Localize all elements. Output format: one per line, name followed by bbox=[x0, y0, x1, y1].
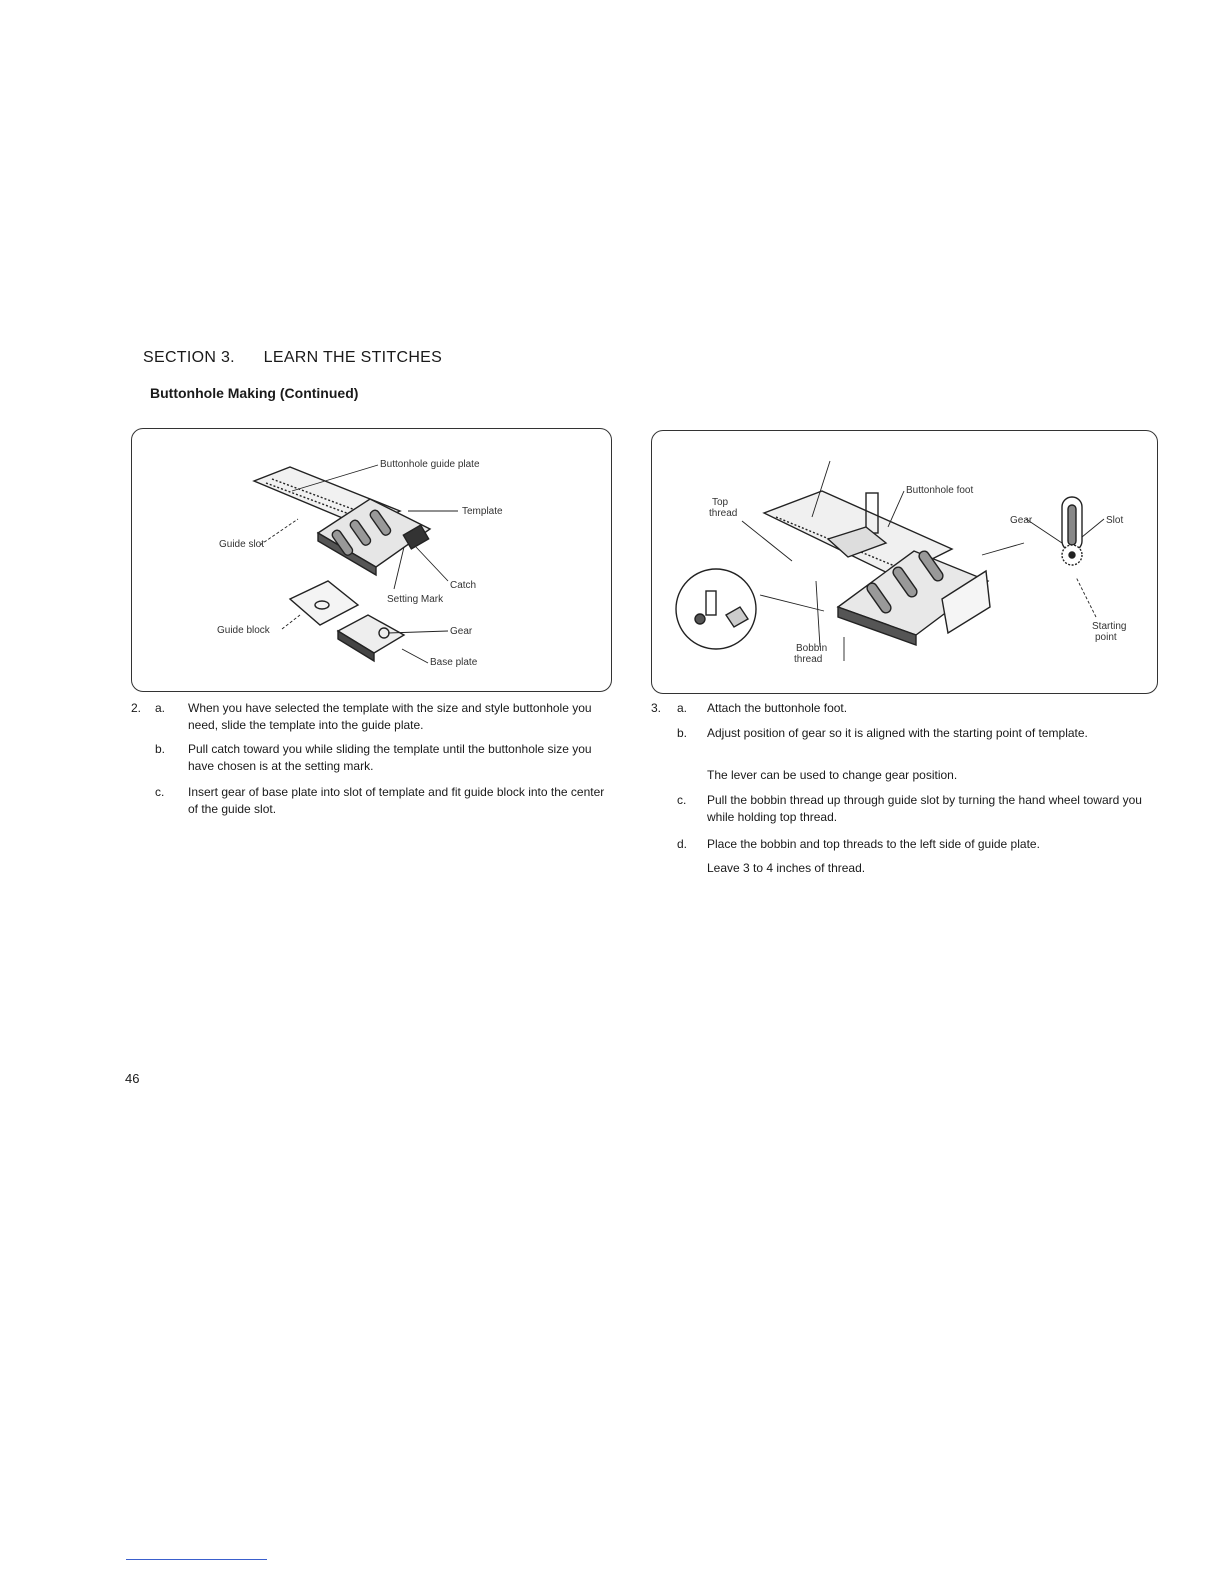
label-top-thread-line1: Top bbox=[712, 497, 729, 508]
label-template: Template bbox=[462, 506, 503, 517]
item-text: Adjust position of gear so it is aligned with the starting point of template. bbox=[707, 726, 1088, 740]
item-text: Place the bobbin and top threads to the left side of guide plate. bbox=[707, 837, 1040, 851]
item-letter: c. bbox=[155, 785, 165, 799]
step-3-instructions bbox=[651, 700, 1156, 885]
label-buttonhole-foot: Buttonhole foot bbox=[906, 485, 974, 496]
item-letter: b. bbox=[155, 742, 166, 756]
footer-divider bbox=[126, 1559, 267, 1560]
item-letter: a. bbox=[155, 701, 166, 715]
step-number: 2. bbox=[131, 701, 142, 715]
item-text: The lever can be used to change gear position. bbox=[707, 768, 958, 782]
page-number: 46 bbox=[125, 1071, 140, 1086]
item-letter: c. bbox=[677, 793, 687, 807]
label-bobbin-thread-line2: thread bbox=[794, 654, 823, 665]
label-starting-point-line2: point bbox=[1095, 632, 1117, 643]
item-letter: d. bbox=[677, 837, 688, 851]
label-slot: Slot bbox=[1106, 515, 1124, 526]
item-text: Attach the buttonhole foot. bbox=[707, 701, 848, 715]
label-setting-mark: Setting Mark bbox=[387, 594, 444, 605]
label-guide-block: Guide block bbox=[217, 625, 270, 636]
item-text: Pull catch toward you while sliding the template until the buttonhole size you have chosen is at the setting mark. bbox=[188, 742, 592, 773]
label-top-thread-line2: thread bbox=[709, 508, 738, 519]
label-gear: Gear bbox=[450, 626, 473, 637]
section-heading bbox=[143, 349, 442, 367]
guide-plate-illustration bbox=[132, 429, 611, 691]
item-text: Insert gear of base plate into slot of template and fit guide block into the center of the guide slot. bbox=[188, 785, 605, 816]
label-bobbin-thread-line1: Bobbin bbox=[796, 643, 828, 654]
figure-guide-plate-assembly bbox=[131, 428, 612, 692]
label-catch: Catch bbox=[450, 580, 477, 591]
item-text: Leave 3 to 4 inches of thread. bbox=[707, 861, 866, 875]
label-guide-plate: Buttonhole guide plate bbox=[380, 459, 480, 470]
item-text: When you have selected the template with the size and style buttonhole you need, slide the template into the guide plate. bbox=[188, 701, 592, 732]
figure-buttonhole-foot bbox=[651, 430, 1158, 694]
step-2-instructions bbox=[131, 700, 611, 830]
page-subtitle: Buttonhole Making (Continued) bbox=[150, 385, 359, 401]
item-text: Pull the bobbin thread up through guide slot by turning the hand wheel toward you while holding top thread. bbox=[707, 793, 1142, 824]
label-base-plate: Base plate bbox=[430, 657, 478, 668]
item-letter: a. bbox=[677, 701, 688, 715]
step-number: 3. bbox=[651, 701, 662, 715]
buttonhole-foot-illustration bbox=[652, 431, 1157, 693]
section-number: SECTION 3. bbox=[143, 349, 235, 366]
label-starting-point-line1: Starting bbox=[1092, 621, 1127, 632]
section-title: LEARN THE STITCHES bbox=[263, 349, 443, 366]
label-guide-slot: Guide slot bbox=[219, 539, 265, 550]
item-letter: b. bbox=[677, 726, 688, 740]
label-gear: Gear bbox=[1010, 515, 1033, 526]
